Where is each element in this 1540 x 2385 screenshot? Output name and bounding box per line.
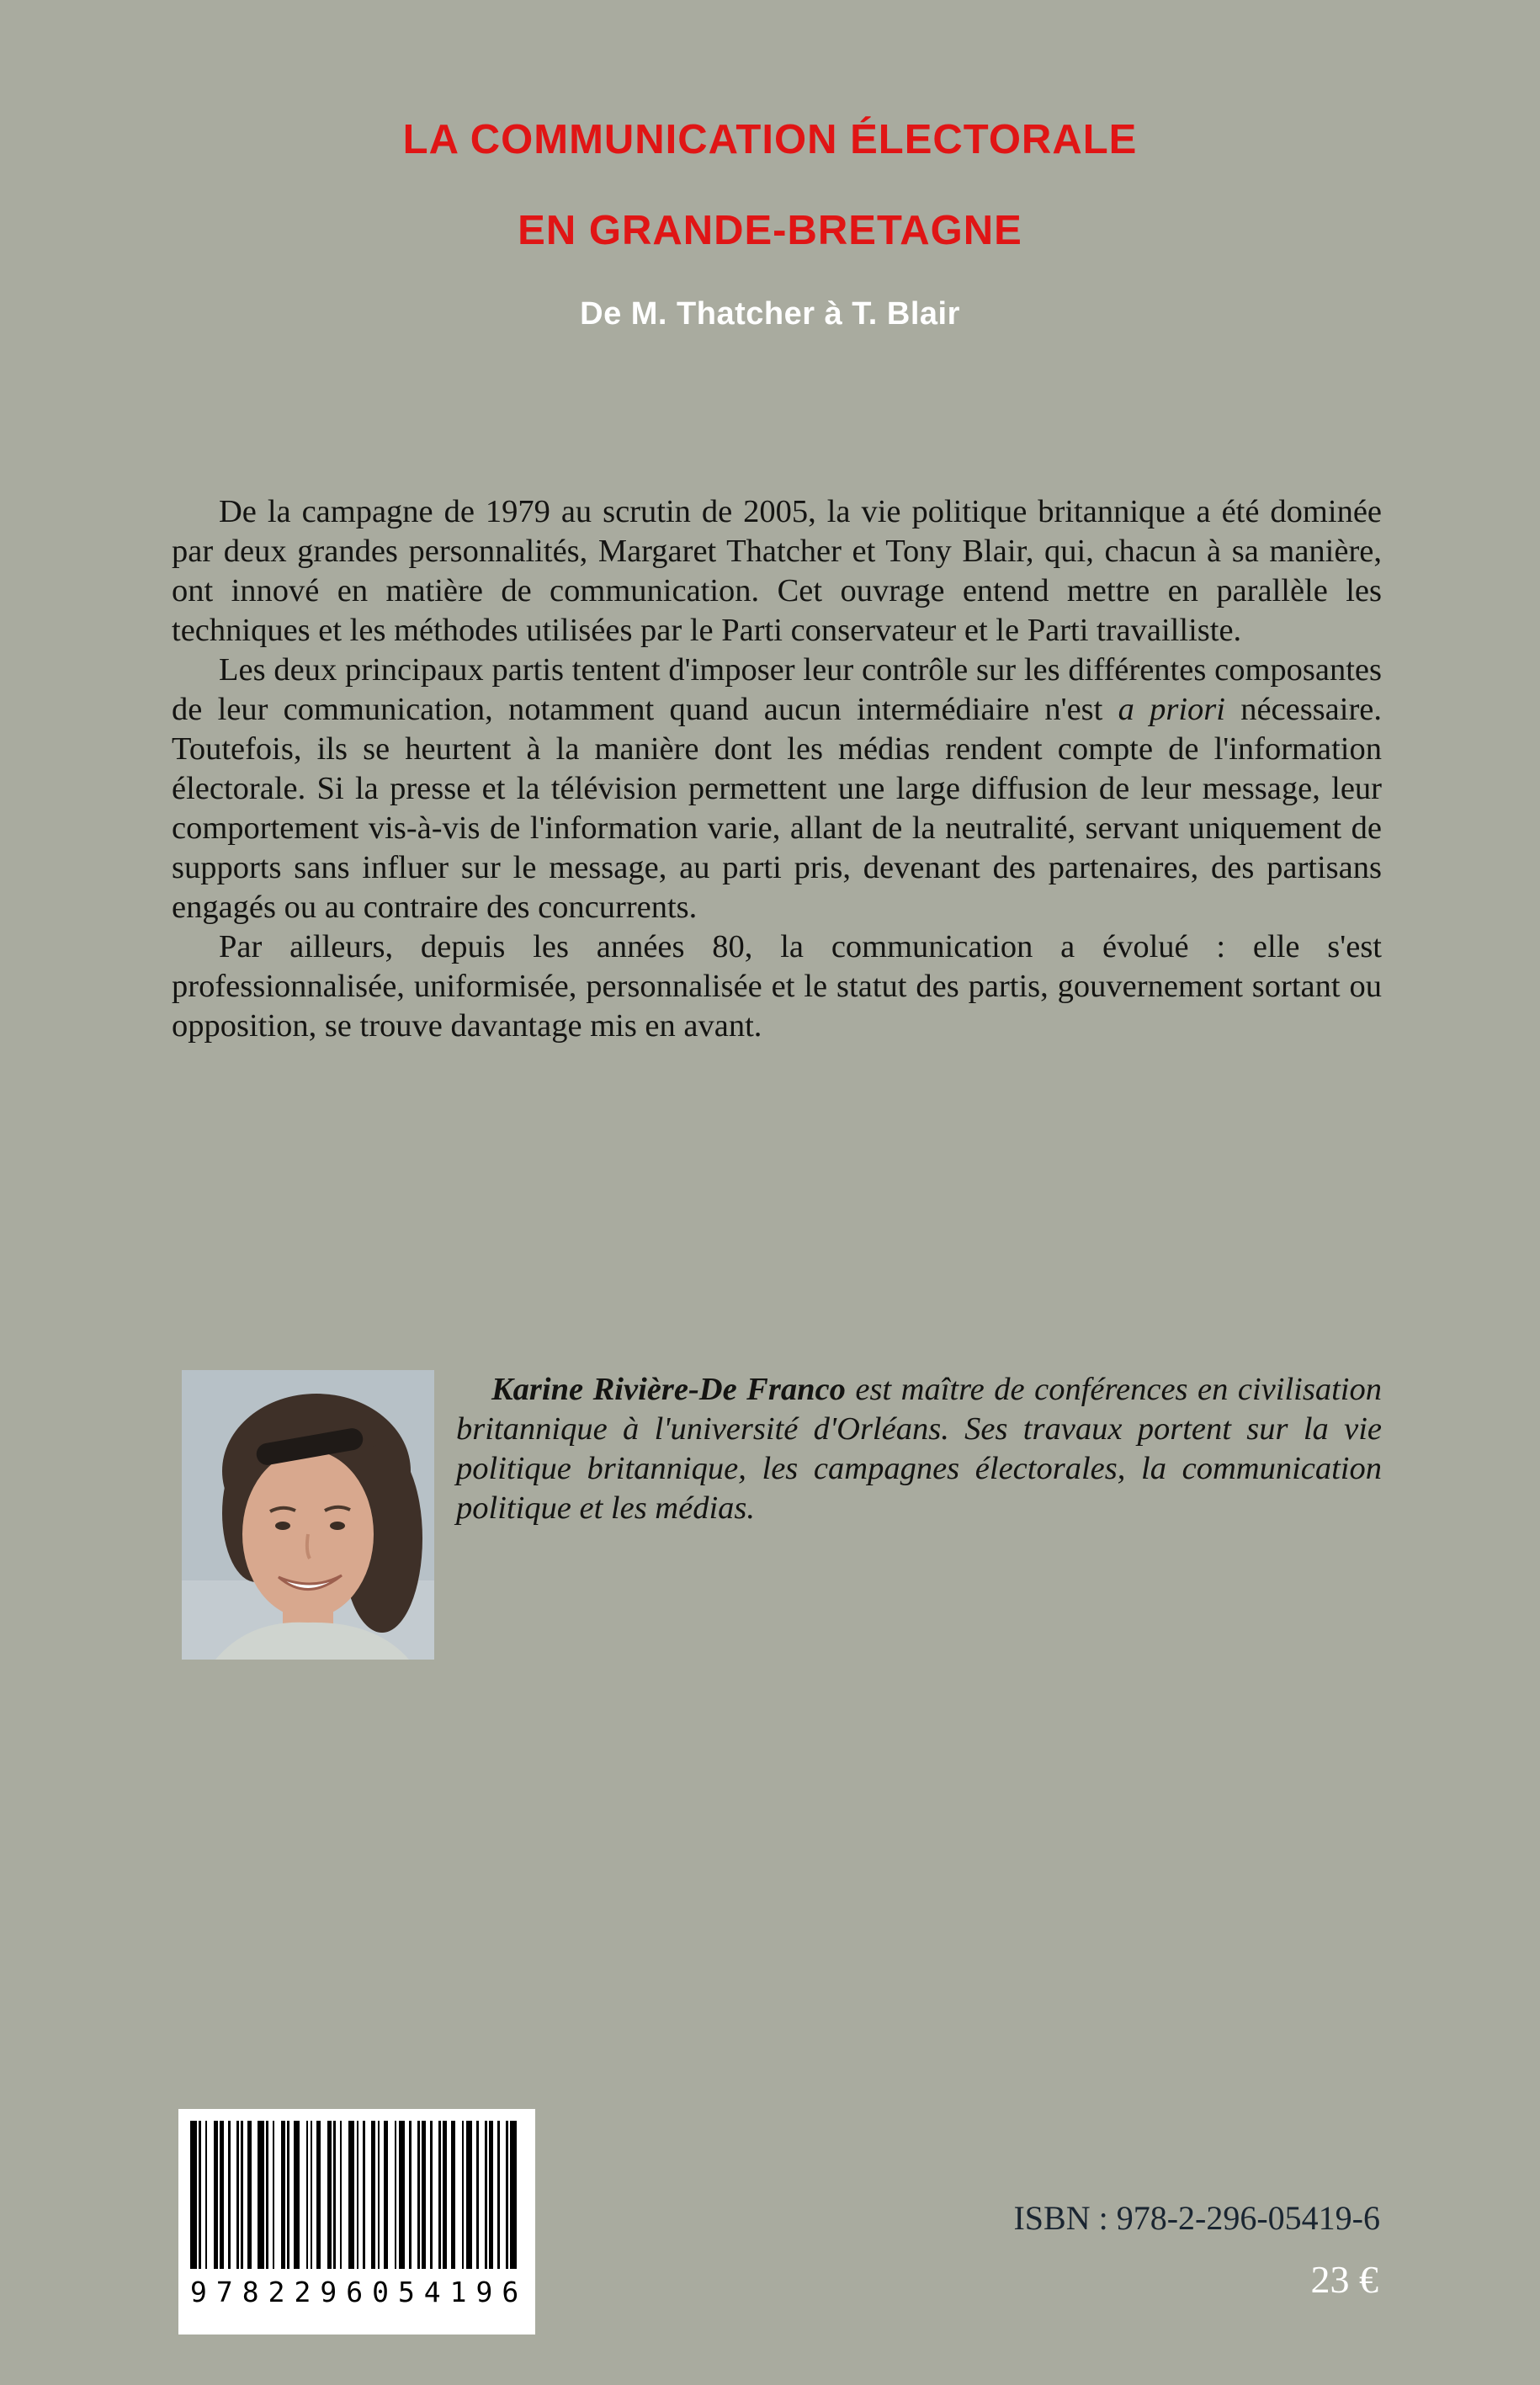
author-bio: [456, 1370, 1382, 1528]
synopsis-paragraph-2-text-before: Les deux principaux partis tentent d'imposer leur contrôle sur les différentes composantes de leur communication, notamment quand aucun intermédiaire n'est: [172, 652, 1382, 727]
synopsis-paragraph-3-text: Par ailleurs, depuis les années 80, la communication a évolué : elle s'est professionnalisée, uniformisée, personnalisée et le statut des partis, gouvernement sortant ou opposition, se trouve davantage mis en avant.: [172, 929, 1382, 1044]
book-title-line1: LA COMMUNICATION ÉLECTORALE: [402, 117, 1138, 162]
price-text: 23 €: [1310, 2258, 1378, 2301]
book-title-line2: EN GRANDE-BRETAGNE: [518, 208, 1022, 253]
synopsis-paragraph-1: [172, 492, 1382, 651]
author-name: Karine Rivière-De Franco: [491, 1372, 846, 1407]
book-subtitle: De M. Thatcher à T. Blair: [580, 296, 960, 332]
barcode-bars: [190, 2121, 525, 2269]
barcode-number: 9782296054196: [190, 2276, 528, 2308]
synopsis-paragraph-2-text-after: nécessaire. Toutefois, ils se heurtent à la manière dont les médias rendent compte de l'information électorale. Si la presse et la télévision permettent une large diffusion de leur message, leur comportement vis-à-vis de l'information varie, allant de la neutralité, servant uniquement de supports sans influer sur le message, au parti pris, devenant des partenaires, des partisans engagés ou au contraire des concurrents.: [172, 692, 1382, 925]
author-section: [182, 1370, 1382, 1660]
synopsis-paragraph-2: [172, 651, 1382, 927]
barcode: [178, 2109, 535, 2335]
isbn-text: ISBN : 978-2-296-05419-6: [1013, 2199, 1380, 2237]
synopsis-paragraph-1-text: De la campagne de 1979 au scrutin de 2005, la vie politique britannique a été dominée par deux grandes personnalités, Margaret Thatcher et Tony Blair, qui, chacun à sa manière, ont innové en matière de communication. Cet ouvrage entend mettre en parallèle les techniques et les méthodes utilisées par le Parti conservateur et le Parti travailliste.: [172, 494, 1382, 648]
author-portrait-illustration: [182, 1370, 434, 1660]
author-photo: [182, 1370, 434, 1660]
latin-phrase: a priori: [1118, 692, 1225, 727]
synopsis: [172, 492, 1382, 1046]
synopsis-paragraph-3: [172, 927, 1382, 1046]
author-bio-text: est maître de conférences en civilisation britannique à l'université d'Orléans. Ses travaux portent sur la vie politique britannique, les campagnes électorales, la communication politique et les médias.: [456, 1372, 1382, 1526]
